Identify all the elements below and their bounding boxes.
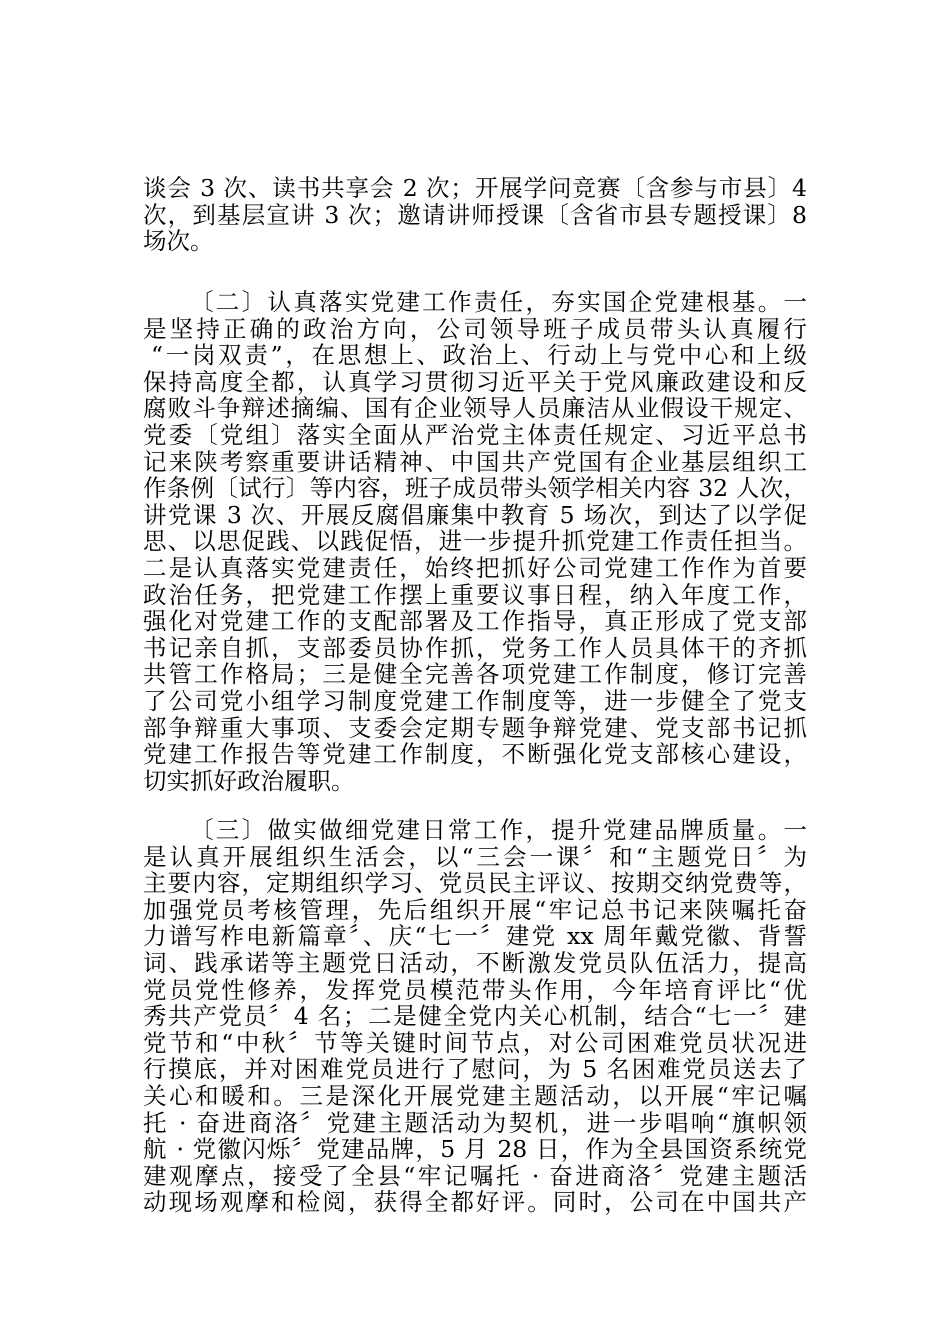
text-line: 党节和“中秋〞节等关键时间节点，对公司困难党员状况进 bbox=[143, 1029, 807, 1057]
text-line: 是坚持正确的政治方向，公司领导班子成员带头认真履行 bbox=[143, 315, 807, 343]
text-line: 党建工作报告等党建工作制度，不断强化党支部核心建设， bbox=[143, 741, 807, 768]
text-line: 行摸底，并对困难党员进行了慰问，为 5 名困难党员送去了 bbox=[143, 1056, 807, 1083]
text-line: 二是认真落实党建责任，始终把抓好公司党建工作作为首要 bbox=[143, 554, 807, 582]
text-line: 托 · 奋进商洛〞党建主题活动为契机，进一步唱响“旗帜领 bbox=[143, 1109, 807, 1137]
text-line: 是认真开展组织生活会，以“三会一课〞和“主题党日〞为 bbox=[143, 843, 807, 871]
section-heading-line: 〔三〕做实做细党建日常工作，提升党建品牌质量。一 bbox=[190, 817, 807, 844]
text-line: 场次。 bbox=[143, 228, 214, 255]
text-line: 力谱写柞电新篇章〞、庆“七一〞建党 xx 周年戴党徽、背誓 bbox=[143, 923, 807, 950]
section-heading-line: 〔二〕认真落实党建工作责任，夯实国企党建根基。一 bbox=[190, 289, 807, 316]
text-line: 部争辩重大事项、支委会定期专题争辩党建、党支部书记抓 bbox=[143, 714, 807, 742]
text-line: 共管工作格局；三是健全完善各项党建工作制度，修订完善 bbox=[143, 661, 807, 688]
text-line: 腐败斗争辩述摘编、国有企业领导人员廉洁从业假设干规定、 bbox=[143, 395, 807, 422]
text-line: 次，到基层宣讲 3 次；邀请讲师授课〔含省市县专题授课〕8 bbox=[143, 201, 807, 229]
text-line: 切实抓好政治履职。 bbox=[143, 767, 355, 795]
text-line: 保持高度全都，认真学习贯彻习近平关于党风廉政建设和反 bbox=[143, 368, 807, 396]
text-line: 强化对党建工作的支配部署及工作指导，真正形成了党支部 bbox=[143, 608, 807, 635]
text-line: 讲党课 3 次、开展反腐倡廉集中教育 5 场次，到达了以学促 bbox=[143, 501, 807, 529]
text-line: 秀共产党员〞4 名；二是健全党内关心机制，结合“七一〞建 bbox=[143, 1003, 807, 1030]
paragraph-continuation bbox=[143, 175, 807, 255]
text-line: 党委〔党组〕落实全面从严治党主体责任规定、习近平总书 bbox=[143, 421, 807, 449]
text-line: 党员党性修养，发挥党员模范带头作用，今年培育评比“优 bbox=[143, 976, 807, 1004]
text-line: “一岗双责”，在思想上、政治上、行动上与党中心和上级 bbox=[151, 342, 807, 369]
text-line: 航 · 党徽闪烁〞党建品牌，5 月 28 日，作为全县国资系统党 bbox=[143, 1136, 807, 1163]
text-line: 作条例〔试行〕等内容，班子成员带头领学相关内容 32 人次， bbox=[143, 475, 807, 502]
text-line: 记来陕考察重要讲话精神、中国共产党国有企业基层组织工 bbox=[143, 448, 807, 476]
text-line: 思、以思促践、以践促悟，进一步提升抓党建工作责任担当。 bbox=[143, 528, 807, 555]
text-line: 加强党员考核管理，先后组织开展“牢记总书记来陕嘱托奋 bbox=[143, 896, 807, 924]
text-line: 主要内容，定期组织学习、党员民主评议、按期交纳党费等， bbox=[143, 870, 807, 897]
text-line: 关心和暖和。三是深化开展党建主题活动，以开展“牢记嘱 bbox=[143, 1082, 807, 1110]
paragraph-section-two bbox=[143, 289, 807, 794]
text-line: 动现场观摩和检阅，获得全都好评。同时，公司在中国共产 bbox=[143, 1189, 807, 1216]
paragraph-section-three bbox=[143, 817, 807, 1216]
text-line: 了公司党小组学习制度党建工作制度等，进一步健全了党支 bbox=[143, 687, 807, 715]
text-line: 建观摩点，接受了全县“牢记嘱托 · 奋进商洛〞党建主题活 bbox=[143, 1162, 807, 1190]
text-line: 书记亲自抓，支部委员协作抓，党务工作人员具体干的齐抓 bbox=[143, 634, 807, 662]
text-line: 词、践承诺等主题党日活动，不断激发党员队伍活力，提高 bbox=[143, 949, 807, 977]
text-line: 谈会 3 次、读书共享会 2 次；开展学问竞赛〔含参与市县〕4 bbox=[143, 175, 807, 202]
text-line: 政治任务，把党建工作摆上重要议事日程，纳入年度工作， bbox=[143, 581, 807, 609]
